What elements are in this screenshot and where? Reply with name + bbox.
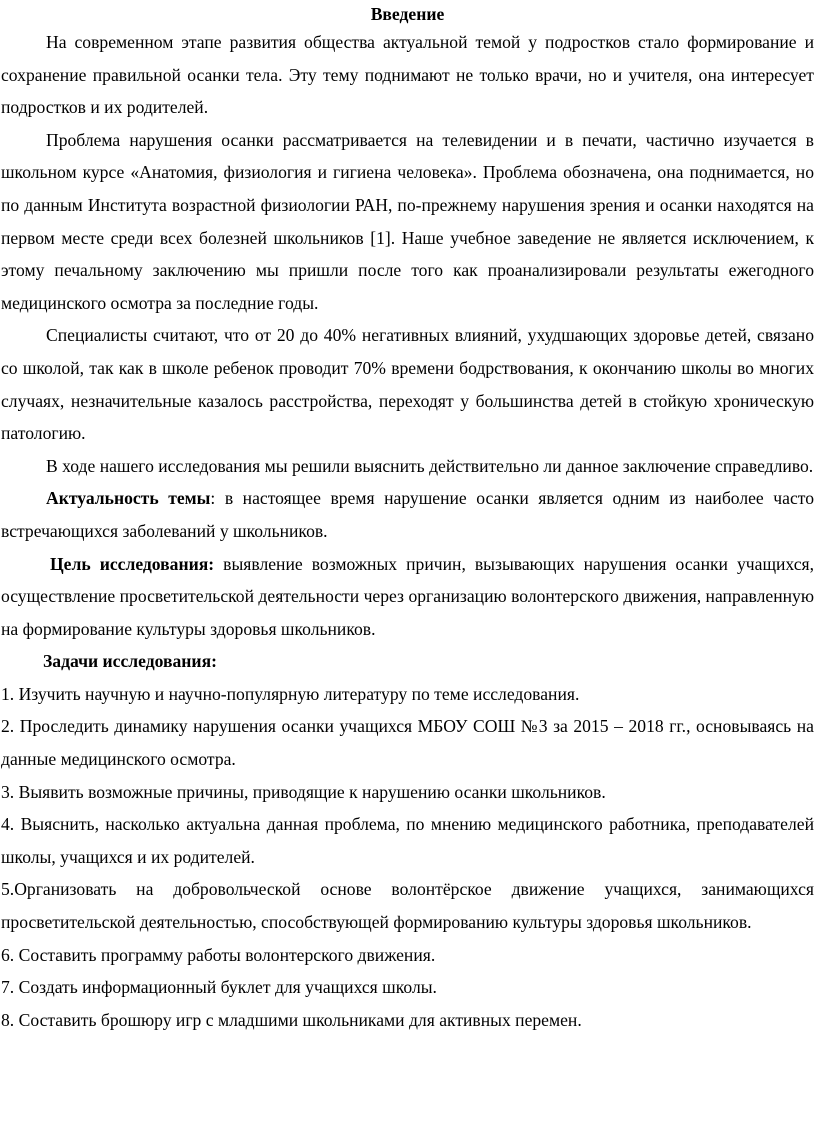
relevance-text: : в настоящее время нарушение осанки является одним из наиболее часто встречающихся заболеваний у школьников. (1, 488, 815, 541)
task-item: 6. Составить программу работы волонтерского движения. (1, 944, 436, 965)
task-item: 4. Выяснить, насколько актуальна данная проблема, по мнению медицинского работника, преподавателей школы, учащихся и их родителей. (1, 814, 814, 867)
goal-text: выявление возможных причин, вызывающих нарушения осанки учащихся, осуществление просветительской деятельности через организацию волонтерского движения, направленную на формирование культуры здоровья школьников. (1, 553, 814, 639)
goal-label: Цель исследования: (50, 553, 215, 574)
tasks-title: Задачи исследования: (43, 651, 217, 672)
task-item: 7. Создать информационный буклет для учащихся школы. (1, 977, 437, 998)
paragraph-intro: На современном этапе развития общества актуальной темой у подростков стало формирование и сохранение правильной осанки тела. Эту тему поднимают не только врачи, но и учителя, она интересует подростков и их родителей. (1, 32, 814, 118)
paragraph-problem: Проблема нарушения осанки рассматривается на телевидении и в печати, частично изучается в школьном курсе «Анатомия, физиология и гигиена человека». Проблема обозначена, она поднимается, но по данным Института возрастной физиологии РАН, по-прежнему нарушения зрения и осанки находятся на первом месте среди всех болезней школьников [1]. Наше учебное заведение не является исключением, к этому печальному заключению мы пришли после того как проанализировали результаты ежегодного медицинского осмотра за последние годы. (1, 129, 814, 313)
task-item: 8. Составить брошюру игр с младшими школьниками для активных перемен. (1, 1009, 582, 1030)
task-item: 5.Организовать на добровольческой основе волонтёрское движение учащихся, занимающихся просветительской деятельностью, способствующей формированию культуры здоровья школьников. (1, 879, 814, 933)
paragraph-relevance (1, 482, 814, 547)
paragraph-research: В ходе нашего исследования мы решили выяснить действительно ли данное заключение справедливо. (46, 455, 814, 476)
document-title: Введение (370, 4, 445, 24)
task-item: 3. Выявить возможные причины, приводящие к нарушению осанки школьников. (1, 781, 606, 802)
paragraph-goal (1, 548, 814, 646)
task-item: 2. Проследить динамику нарушения осанки учащихся МБОУ СОШ №3 за 2015 – 2018 гг., основываясь на данные медицинского осмотра. (1, 716, 814, 770)
task-item: 1. Изучить научную и научно-популярную литературу по теме исследования. (1, 683, 580, 704)
paragraph-specialists: Специалисты считают, что от 20 до 40% негативных влияний, ухудшающих здоровье детей, связано со школой, так как в школе ребенок проводит 70% времени бодрствования, к окончанию школы во многих случаях, незначительные казалось расстройства, переходят у большинства детей в стойкую хроническую патологию. (1, 325, 814, 444)
relevance-label: Актуальность темы (46, 488, 211, 509)
